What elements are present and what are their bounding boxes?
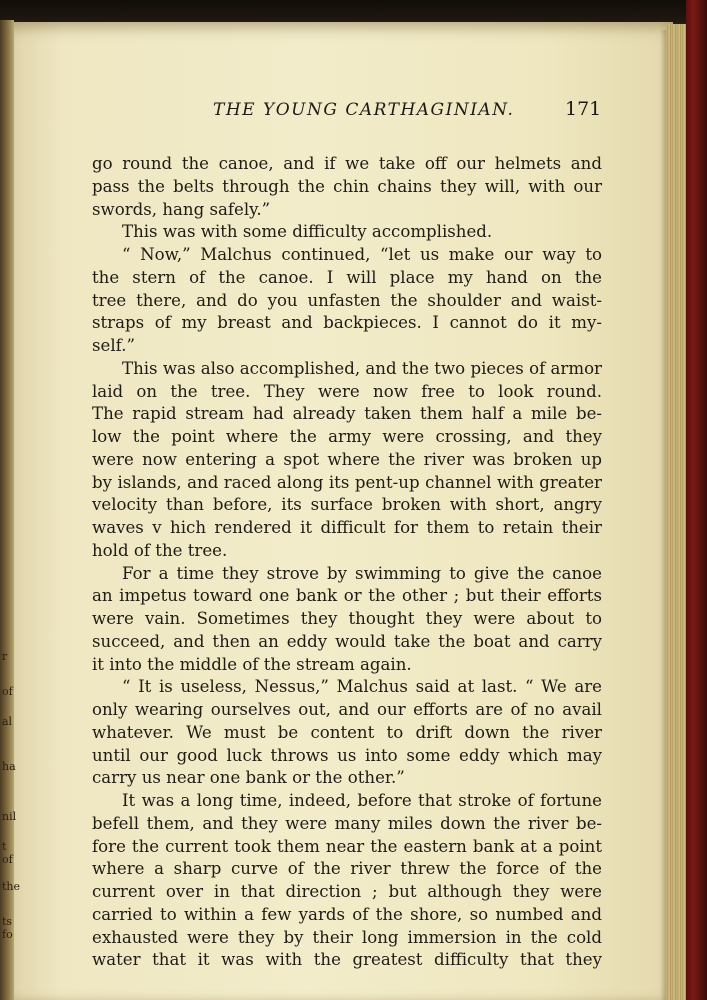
text-line: “ Now,” Malchus continued, “let us make our way to: [122, 245, 602, 264]
text-line: only wearing ourselves out, and our efforts are of no avail: [92, 700, 602, 719]
text-line: the stern of the canoe. I will place my hand on the: [92, 267, 602, 287]
text-line: until our good luck throws us into some eddy which may: [92, 745, 602, 765]
text-line: succeed, and then an eddy would take the boat and carry: [92, 631, 602, 651]
text-line: waves v hich rendered it difficult for them to retain their: [92, 518, 602, 537]
facing-page-fragment: r: [2, 650, 8, 663]
page-edges: [666, 24, 688, 1000]
text-line: current over in that direction ; but although they were: [92, 882, 602, 901]
text-line: exhausted were they by their long immersion in the cold: [92, 927, 602, 947]
text-line: fore the current took them near the eastern bank at a point: [92, 836, 602, 856]
text-line: This was with some difficulty accomplished.: [122, 222, 493, 242]
running-head: THE YOUNG CARTHAGINIAN.: [213, 100, 515, 120]
facing-page-fragment: t of: [2, 840, 13, 866]
text-line: low the point where the army were crossing, and they: [92, 427, 602, 446]
text-line: It was a long time, indeed, before that stroke of fortune: [122, 791, 602, 810]
text-line: carried to within a few yards of the shore, so numbed and: [92, 904, 602, 924]
facing-page-fragment: ts fo: [2, 915, 13, 941]
text-line: For a time they strove by swimming to give the canoe: [122, 563, 602, 583]
facing-page-fragment: al: [2, 715, 13, 728]
text-line: it into the middle of the stream again.: [92, 654, 412, 674]
text-line: tree there, and do you unfasten the shoulder and waist-: [92, 290, 602, 310]
text-line: straps of my breast and backpieces. I cannot do it my-: [92, 313, 602, 333]
facing-page-fragment: of: [2, 685, 13, 698]
text-line: befell them, and they were many miles down the river be-: [92, 813, 602, 833]
text-line: water that it was with the greatest difficulty that they: [92, 950, 602, 970]
text-line: This was also accomplished, and the two pieces of armor: [122, 358, 602, 378]
text-line: laid on the tree. They were now free to look round.: [92, 381, 602, 401]
text-line: “ It is useless, Nessus,” Malchus said at last. “ We are: [122, 677, 602, 697]
body-text: [92, 153, 602, 972]
text-line: by islands, and raced along its pent-up channel with greater: [92, 472, 602, 492]
text-line: swords, hang safely.”: [92, 199, 271, 219]
text-line: The rapid stream had already taken them half a mile be-: [92, 404, 602, 424]
book-cover-edge: [686, 0, 707, 1000]
text-line: whatever. We must be content to drift down the river: [92, 722, 602, 742]
text-line: hold of the tree.: [92, 540, 228, 560]
text-line: were vain. Sometimes they thought they were about to: [92, 609, 602, 628]
text-line: velocity than before, its surface broken with short, angry: [92, 495, 602, 515]
page-number: 171: [565, 98, 602, 120]
text-line: go round the canoe, and if we take off our helmets and: [92, 154, 602, 173]
text-line: self.”: [92, 336, 135, 355]
facing-page-edge: [0, 20, 21, 1000]
text-line: an impetus toward one bank or the other ; but their efforts: [92, 586, 602, 606]
book-page: [8, 22, 673, 1000]
text-line: carry us near one bank or the other.”: [92, 768, 405, 788]
text-line: were now entering a spot where the river was broken up: [92, 449, 602, 469]
text-line: where a sharp curve of the river threw the force of the: [92, 859, 602, 879]
facing-page-fragment: the: [2, 880, 21, 893]
page-header: [8, 98, 673, 128]
facing-page-fragment: nil: [2, 810, 17, 823]
text-line: pass the belts through the chin chains they will, with our: [92, 176, 602, 196]
facing-page-fragment: ha: [2, 760, 16, 773]
